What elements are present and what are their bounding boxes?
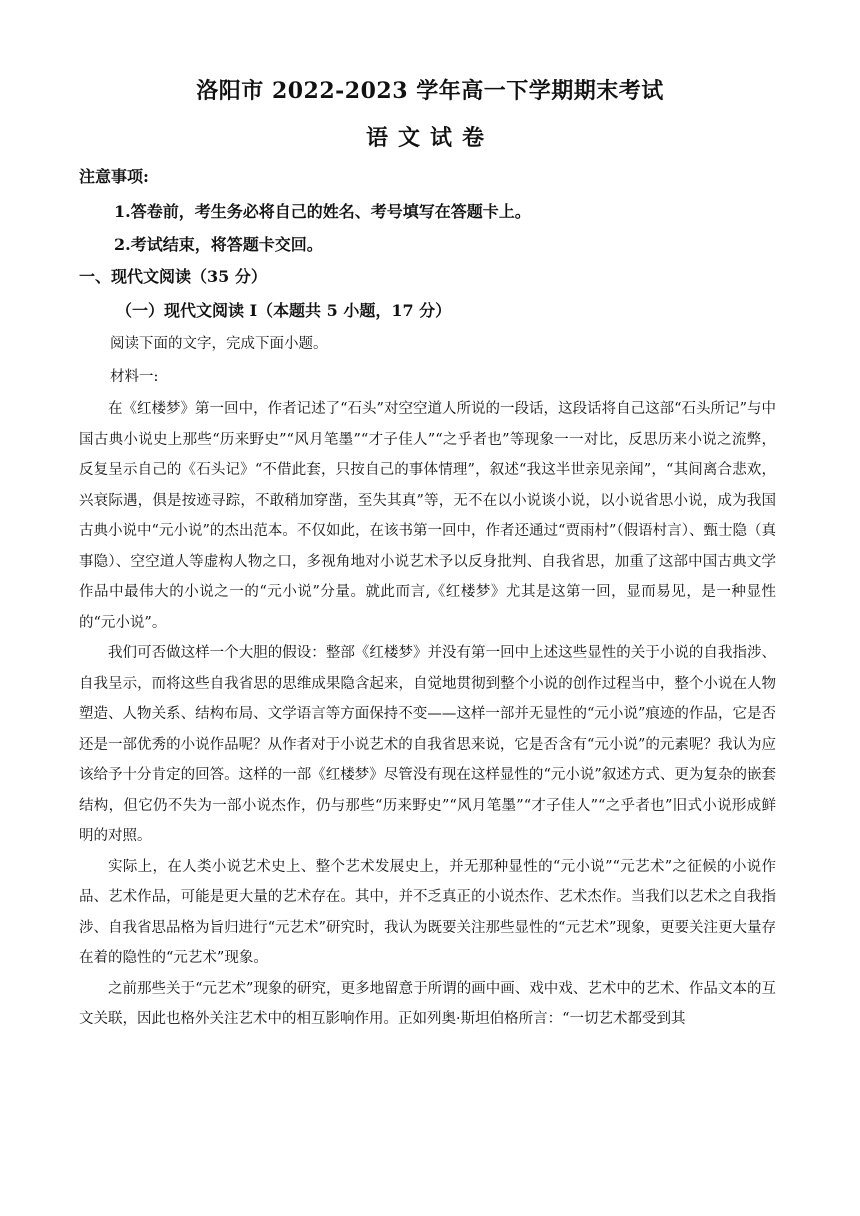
exam-title: 洛阳市 2022-2023 学年高一下学期期末考试 — [196, 78, 664, 104]
subsection-heading: （一）现代文阅读 I（本题共 5 小题，17 分） — [116, 301, 452, 320]
section-heading: 一、现代文阅读（35 分） — [79, 267, 267, 286]
passage-paragraph-4: 之前那些关于“元艺术”现象的研究，更多地留意于所谓的画中画、戏中戏、艺术中的艺术、作品文本的互文关联，因此也格外关注艺术中的相互影响作用。正如列奥·斯坦伯格所言：“一切艺术都受到其 — [79, 980, 776, 1027]
notice-heading: 注意事项: — [79, 167, 149, 186]
passage-paragraph-2: 我们可否做这样一个大胆的假设：整部《红楼梦》并没有第一回中上述这些显性的关于小说的自我指涉、自我呈示，而将这些自我省思的思维成果隐含起来，自觉地贯彻到整个小说的创作过程当中，整个小说在人物塑造、人物关系、结构布局、文学语言等方面保持不变——这样一部并无显性的“元小说”痕迹的作品，它是否还是一部优秀的小说作品呢？从作者对于小说艺术的自我省思来说，它是否含有“元小说”的元素呢？我认为应该给予十分肯定的回答。这样的一部《红楼梦》尽管没有现在这样显性的“元小说”叙述方式、更为复杂的嵌套结构，但它仍不失为一部小说杰作，仍与那些“历来野史”“风月笔墨”“才子佳人”“之乎者也”旧式小说形成鲜明的对照。 — [79, 645, 776, 844]
exam-subtitle: 语文试卷 — [365, 125, 494, 151]
reading-instruction: 阅读下面的文字，完成下面小题。 — [110, 336, 328, 352]
passage-paragraph-3: 实际上，在人类小说艺术史上、整个艺术发展史上，并无那种显性的“元小说”“元艺术”之征候的小说作品、艺术作品，可能是更大量的艺术存在。其中，并不乏真正的小说杰作、艺术杰作。当我们以艺术之自我指涉、自我省思品格为旨归进行“元艺术”研究时，我认为既要关注那些显性的“元艺术”现象，更要关注更大量存在着的隐性的“元艺术”现象。 — [79, 858, 776, 966]
passage-body — [79, 394, 776, 1035]
notice-item-2: 2.考试结束，将答题卡交回。 — [114, 235, 323, 254]
material-label: 材料一: — [110, 369, 159, 385]
passage-paragraph-1: 在《红楼梦》第一回中，作者记述了“石头”对空空道人所说的一段话，这段话将自己这部“石头所记”与中国古典小说史上那些“历来野史”“风月笔墨”“才子佳人”“之乎者也”等现象一一对比，反思历来小说之流弊，反复呈示自己的《石头记》“不借此套，只按自己的事体情理”，叙述“我这半世亲见亲闻”，“其间离合悲欢，兴衰际遇，俱是按迹寻踪，不敢稍加穿凿，至失其真”等，无不在以小说谈小说，以小说省思小说，成为我国古典小说中“元小说”的杰出范本。不仅如此，在该书第一回中，作者还通过“贾雨村”（假语村言）、甄士隐（真事隐）、空空道人等虚构人物之口，多视角地对小说艺术予以反身批判、自我省思，加重了这部中国古典文学作品中最伟大的小说之一的“元小说”分量。就此而言,《红楼梦》尤其是这第一回，显而易见，是一种显性的“元小说”。 — [79, 401, 776, 631]
notice-item-1: 1.答卷前，考生务必将自己的姓名、考号填写在答题卡上。 — [114, 202, 531, 221]
